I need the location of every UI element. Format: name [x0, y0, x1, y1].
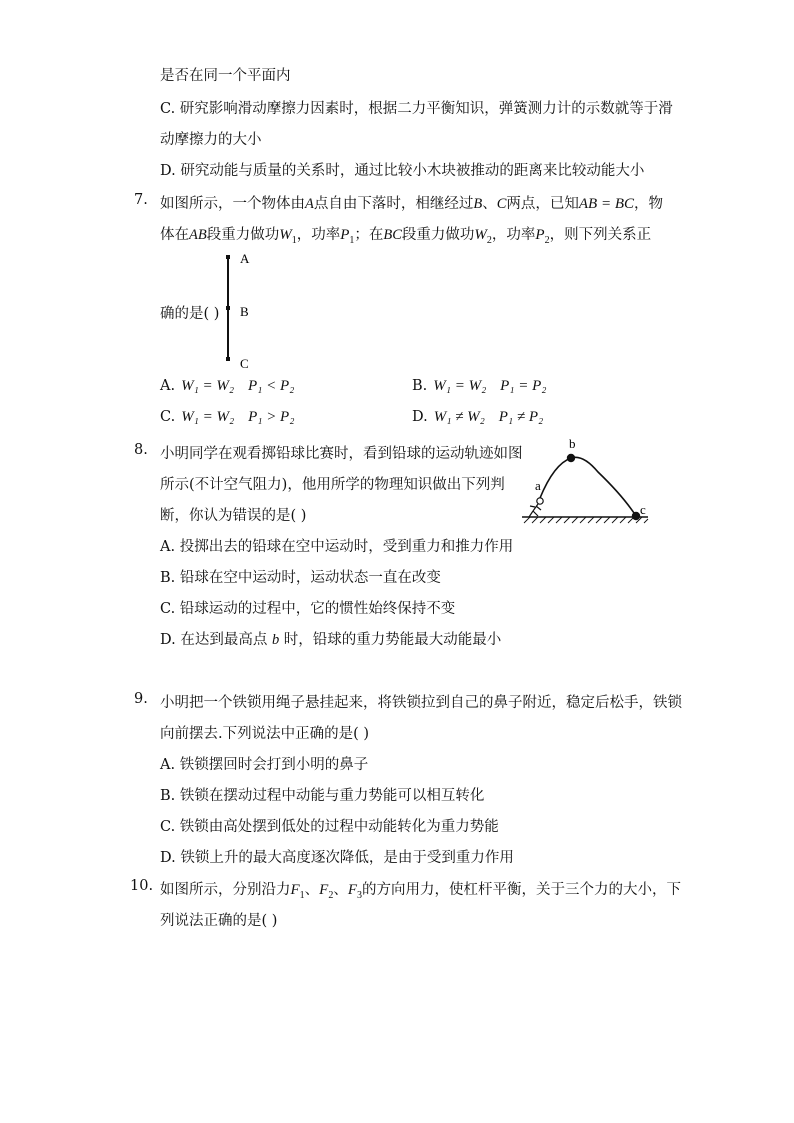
q8-option-d: D. 在达到最高点 b 时，铅球的重力势能最大动能最小: [160, 632, 502, 648]
q7-fall-diagram: [218, 250, 268, 375]
q10-stem-line1: 如图所示，分别沿力$F_1$、$F_2$、$F_3$的方向用力，使杠杆平衡，关于三个力的大小，下: [160, 882, 682, 901]
label-a: A: [240, 251, 250, 266]
landing-point-c: [632, 512, 640, 520]
q8-trajectory-diagram: [518, 434, 666, 530]
q9-option-c: C. 铁锁由高处摆到低处的过程中动能转化为重力势能: [160, 819, 499, 835]
q7-option-c: C. W₁ = W₂ P₁ > P₂: [160, 409, 295, 425]
q9-stem-line1: 小明把一个铁锁用绳子悬挂起来，将铁锁拉到自己的鼻子附近，稳定后松手，铁锁: [160, 695, 682, 711]
q9-option-a: A. 铁锁摆回时会打到小明的鼻子: [160, 757, 369, 773]
q7-stem-line1: 如图所示，一个物体由A点自由下落时，相继经过B、C两点，已知AB = BC，物: [160, 196, 664, 212]
highest-point-b: [567, 454, 575, 462]
label-a: a: [535, 478, 541, 493]
q7-number: 7.: [134, 192, 148, 208]
label-c: c: [640, 502, 646, 517]
q8-stem-line2: 所示(不计空气阻力)，他用所学的物理知识做出下列判: [160, 477, 505, 493]
label-b: B: [240, 304, 249, 319]
q6-option-c-line2: 动摩擦力的大小: [160, 132, 262, 148]
q10-number: 10.: [130, 878, 154, 894]
q6-option-c-line1: C. 研究影响滑动摩擦力因素时，根据二力平衡知识，弹簧测力计的示数就等于滑: [160, 101, 673, 117]
q8-stem-line1: 小明同学在观看掷铅球比赛时，看到铅球的运动轨迹如图: [160, 446, 523, 462]
q10-stem-line2: 列说法正确的是( ): [160, 913, 278, 929]
q8-option-a: A. 投掷出去的铅球在空中运动时，受到重力和推力作用: [160, 539, 514, 555]
q7-option-d: D. W₁ ≠ W₂ P₁ ≠ P₂: [412, 409, 544, 425]
thrower-figure-icon: [529, 498, 543, 517]
q7-option-b: B. W₁ = W₂ P₁ = P₂: [412, 378, 547, 394]
q7-stem-line3: 确的是( ): [160, 306, 220, 322]
q8-option-c: C. 铅球运动的过程中，它的惯性始终保持不变: [160, 601, 456, 617]
point-a-marker: [226, 255, 230, 259]
q8-option-b: B. 铅球在空中运动时，运动状态一直在改变: [160, 570, 441, 586]
point-b-marker: [226, 306, 230, 310]
q9-number: 9.: [134, 691, 148, 707]
label-c: C: [240, 356, 249, 371]
ground-hatching: [524, 517, 648, 523]
q8-stem-line3: 断，你认为错误的是( ): [160, 508, 307, 524]
point-c-marker: [226, 357, 230, 361]
label-b: b: [569, 436, 576, 451]
q9-stem-line2: 向前摆去.下列说法中正确的是( ): [160, 726, 370, 742]
q8-number: 8.: [134, 442, 148, 458]
q9-option-d: D. 铁锁上升的最大高度逐次降低，是由于受到重力作用: [160, 850, 514, 866]
q6-option-d: D. 研究动能与质量的关系时，通过比较小木块被推动的距离来比较动能大小: [160, 163, 645, 179]
trajectory-curve: [540, 457, 636, 516]
q7-stem-line2: 体在AB段重力做功$W_1$，功率$P_1$；在BC段重力做功$W_2$，功率$P_2$，则下列关系正: [160, 227, 652, 246]
q6-continuation: 是否在同一个平面内: [160, 68, 291, 84]
q7-option-a: A. W₁ = W₂ P₁ < P₂: [160, 378, 295, 394]
q9-option-b: B. 铁锁在摆动过程中动能与重力势能可以相互转化: [160, 788, 485, 804]
